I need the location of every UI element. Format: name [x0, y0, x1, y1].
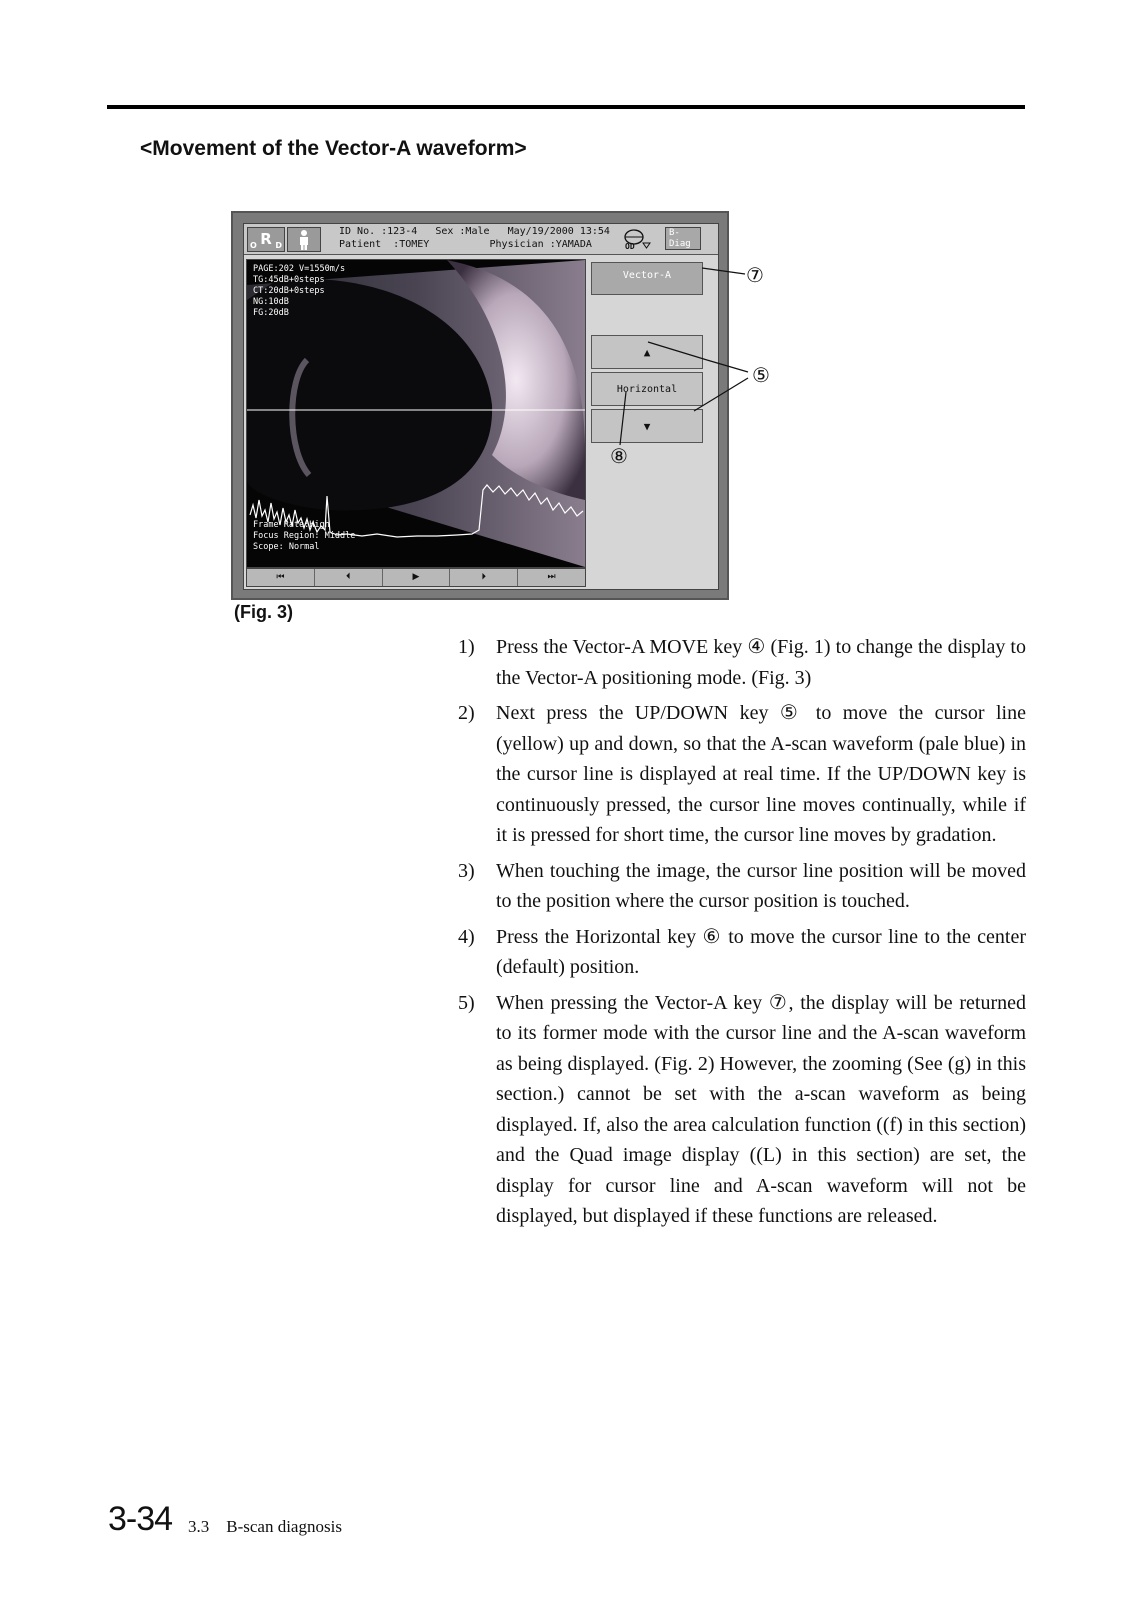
list-item [458, 632, 1026, 693]
previous-frame-button[interactable]: ⏴ [315, 569, 383, 586]
logo-sub-left: O [250, 241, 257, 250]
play-button[interactable]: ▶ [383, 569, 451, 586]
first-frame-button[interactable]: ⏮ [247, 569, 315, 586]
callout-5: ⑤ [752, 363, 770, 387]
vector-a-button[interactable]: Vector-A [591, 262, 703, 295]
step-text: Press the Horizontal key ⑥ to move the cursor line to the center (default) position. [496, 925, 1026, 978]
footer-section: 3.3 B-scan diagnosis [188, 1517, 342, 1536]
scan-settings-overlay: PAGE:202 V=1550m/s TG:45dB+0steps CT:20dB+0steps NG:10dB FG:20dB [253, 264, 346, 318]
up-button[interactable]: ▲ [591, 335, 703, 369]
callout-8: ⑧ [610, 444, 628, 468]
step-number: 1) [458, 636, 475, 658]
list-item [458, 922, 1026, 983]
horizontal-button[interactable]: Horizontal [591, 372, 703, 406]
scan-status-overlay: Frame Rate:High Focus Region: Middle Scope: Normal [253, 520, 356, 552]
header-id-line: ID No. :123-4 Sex :Male May/19/2000 13:54 [339, 226, 610, 237]
step-text: When touching the image, the cursor line position will be moved to the position where the cursor position is touched. [496, 859, 1026, 912]
step-number: 3) [458, 859, 475, 882]
step-number: 4) [458, 925, 475, 948]
logo-sub-right: D [275, 241, 282, 250]
step-text: Next press the UP/DOWN key ⑤ to move the cursor line (yellow) up and down, so that the A-scan waveform (pale blue) in the cursor line is displayed at real time. If the UP/DOWN key is continuously pressed, the cursor line moves continually, while if it is pressed for short time, the cursor line moves by gradation. [496, 702, 1026, 846]
figure-caption: (Fig. 3) [234, 602, 293, 622]
list-item [458, 698, 1026, 851]
callout-7: ⑦ [746, 263, 764, 287]
header-patient-line: Patient :TOMEY Physician :YAMADA [339, 239, 592, 250]
last-frame-button[interactable]: ⏭ [547, 572, 556, 582]
page-number: 3-34 [108, 1500, 173, 1538]
section-heading: <Movement of the Vector-A waveform> [140, 137, 527, 160]
b-diag-button[interactable]: B-Diag [665, 227, 701, 250]
step-number: 5) [458, 991, 475, 1014]
eye-label: OD [625, 242, 635, 251]
callout-leader-lines [0, 0, 1131, 700]
r-logo-letter: R [260, 230, 272, 248]
step-text: When pressing the Vector-A key ⑦, the display will be returned to its former mode with the cursor line and the A-scan waveform as being displayed. (Fig. 2) However, the zooming (See (g) in this section.) cannot be set with the a-scan waveform as being displayed. If, also the area calculation function ((f) in this section) and the Quad image display ((L) in this section) are set, the display for cursor line and A-scan waveform will not be displayed, but displayed if these functions are released. [496, 991, 1026, 1227]
list-item [458, 856, 1026, 917]
down-button[interactable]: ▼ [591, 409, 703, 443]
instruction-list [458, 632, 1026, 1237]
step-text: Press the Vector-A MOVE key ④ (Fig. 1) to change the display to the Vector-A positioning mode. (Fig. 3) [496, 636, 1026, 689]
next-frame-button[interactable]: ⏵ [450, 569, 518, 586]
step-number: 2) [458, 702, 475, 724]
list-item [458, 988, 1026, 1232]
